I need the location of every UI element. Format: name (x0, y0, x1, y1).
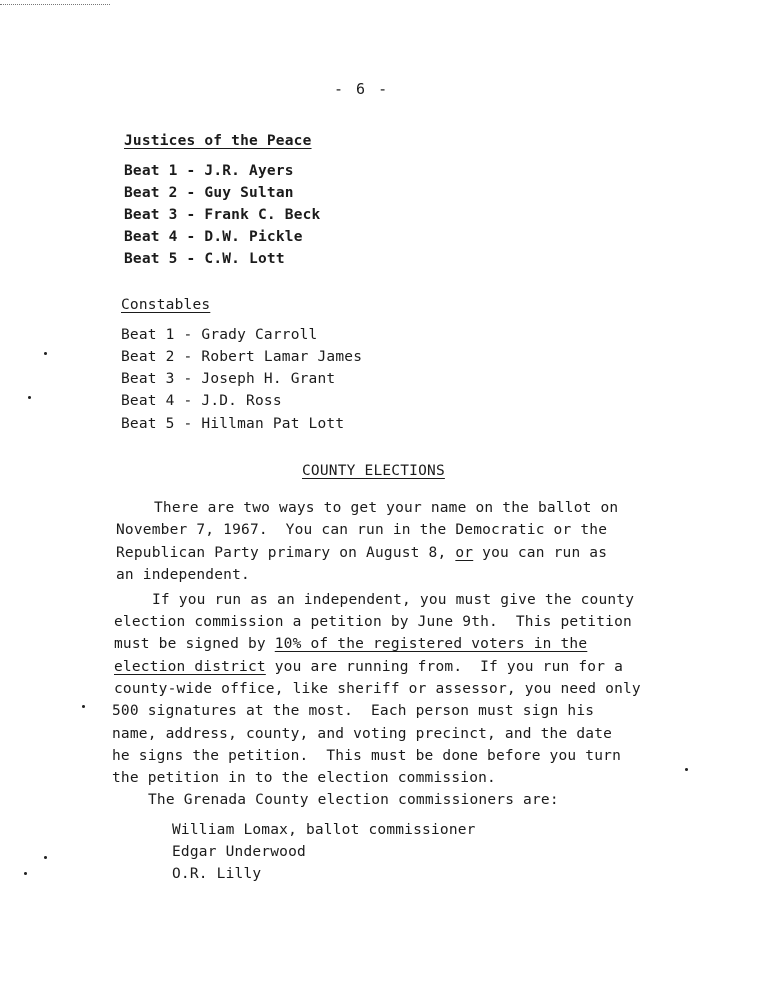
justice-name: Guy Sultan (204, 185, 294, 201)
commissioner-name: William Lomax, ballot commissioner (172, 822, 476, 838)
paragraph-line: name, address, county, and voting precinct, and the date (112, 726, 613, 742)
constable-row: Beat 4 - J.D. Ross (121, 393, 282, 409)
justice-row: Beat 4 - D.W. Pickle (124, 229, 303, 245)
page-number: - 6 - (334, 80, 390, 98)
underlined-text: election district (114, 659, 266, 675)
justice-name: D.W. Pickle (204, 229, 303, 245)
beat-label: Beat 4 (121, 393, 175, 409)
constable-name: Robert Lamar James (201, 349, 363, 365)
constable-row: Beat 3 - Joseph H. Grant (121, 371, 336, 387)
scan-speck (82, 705, 85, 708)
beat-label: Beat 5 (124, 251, 178, 267)
paragraph-line: election commission a petition by June 9th. This petition (114, 614, 632, 630)
scan-speck (28, 396, 31, 399)
scan-speck (44, 856, 47, 859)
constable-row: Beat 5 - Hillman Pat Lott (121, 416, 345, 432)
text-run: Republican Party primary on August 8, (116, 545, 456, 561)
text-run: must be signed by (114, 636, 275, 652)
justice-row: Beat 2 - Guy Sultan (124, 185, 294, 201)
beat-label: Beat 1 (121, 327, 175, 343)
constable-name: J.D. Ross (201, 393, 282, 409)
paragraph-line (114, 636, 587, 652)
beat-label: Beat 1 (124, 163, 178, 179)
paragraph-line: There are two ways to get your name on the ballot on (154, 500, 619, 516)
paragraph-line: November 7, 1967. You can run in the Democratic or the (116, 522, 608, 538)
justice-row: Beat 5 - C.W. Lott (124, 251, 285, 267)
text-run: you can run as (473, 545, 608, 561)
scan-speck (44, 352, 47, 355)
county-elections-heading: COUNTY ELECTIONS (302, 463, 445, 479)
justice-row: Beat 3 - Frank C. Beck (124, 207, 321, 223)
paragraph-line (116, 545, 607, 561)
justice-name: J.R. Ayers (204, 163, 294, 179)
commissioners-intro: The Grenada County election commissioners are: (148, 792, 559, 808)
beat-label: Beat 2 (121, 349, 175, 365)
top-edge-mark (0, 0, 110, 5)
justice-row: Beat 1 - J.R. Ayers (124, 163, 294, 179)
justice-name: Frank C. Beck (204, 207, 321, 223)
paragraph-line: an independent. (116, 567, 250, 583)
paragraph-line (114, 659, 623, 675)
scan-speck (24, 872, 27, 875)
constable-name: Joseph H. Grant (201, 371, 336, 387)
beat-label: Beat 2 (124, 185, 178, 201)
text-run: you are running from. If you run for a (265, 659, 624, 675)
constable-name: Grady Carroll (201, 327, 318, 343)
beat-label: Beat 3 (121, 371, 175, 387)
paragraph-line: county-wide office, like sheriff or assessor, you need only (114, 681, 641, 697)
scan-speck (685, 768, 688, 771)
paragraph-line: 500 signatures at the most. Each person must sign his (112, 703, 595, 719)
justices-heading: Justices of the Peace (124, 133, 312, 149)
commissioner-name: O.R. Lilly (172, 866, 262, 882)
constable-row: Beat 2 - Robert Lamar James (121, 349, 363, 365)
constable-name: Hillman Pat Lott (201, 416, 345, 432)
beat-label: Beat 4 (124, 229, 178, 245)
beat-label: Beat 5 (121, 416, 175, 432)
constable-row: Beat 1 - Grady Carroll (121, 327, 318, 343)
underlined-text: 10% of the registered voters in the (274, 636, 588, 652)
paragraph-line: he signs the petition. This must be done before you turn (112, 748, 621, 764)
underlined-text: or (455, 545, 474, 561)
paragraph-line: If you run as an independent, you must give the county (152, 592, 635, 608)
commissioner-name: Edgar Underwood (172, 844, 306, 860)
paragraph-line: the petition in to the election commission. (112, 770, 496, 786)
justice-name: C.W. Lott (204, 251, 285, 267)
beat-label: Beat 3 (124, 207, 178, 223)
constables-heading: Constables (121, 297, 211, 313)
